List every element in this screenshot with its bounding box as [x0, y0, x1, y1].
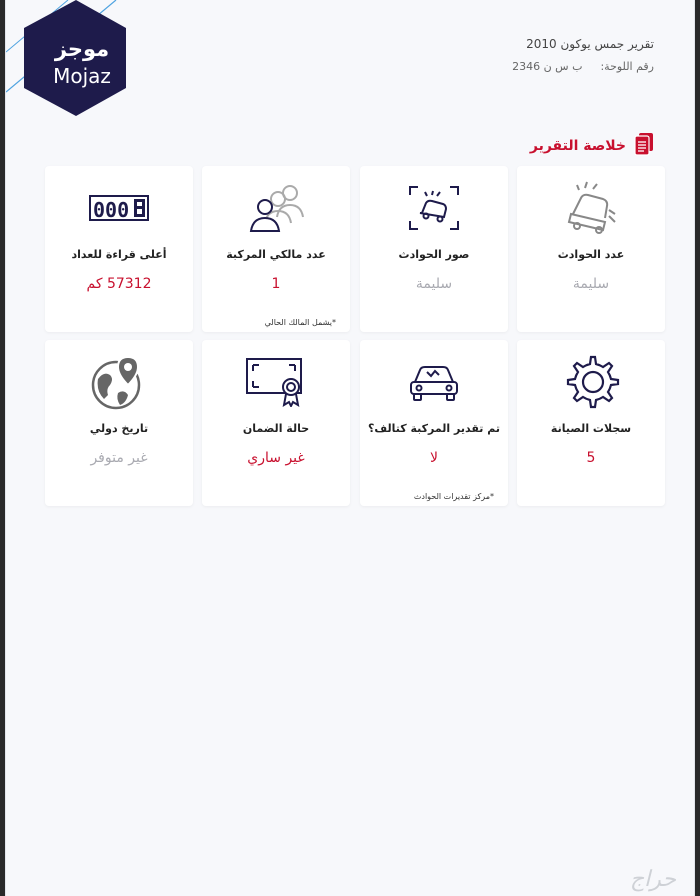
report-page — [5, 0, 695, 896]
logo-english-text: Mojaz — [53, 64, 111, 88]
odometer-icon — [45, 180, 193, 236]
card-title: صور الحوادث — [398, 248, 470, 261]
warranty-certificate-icon — [202, 354, 350, 410]
card-maintenance — [517, 340, 665, 506]
owners-icon — [202, 180, 350, 236]
plate-row — [512, 60, 654, 73]
watermark: حراج — [629, 867, 676, 892]
car-crash-icon — [517, 180, 665, 236]
logo-arabic-text: موجز — [54, 37, 110, 61]
document-icon — [634, 132, 654, 160]
card-total-loss — [360, 340, 508, 506]
gear-icon — [517, 354, 665, 410]
accident-photo-icon — [360, 180, 508, 236]
card-owner-count — [202, 166, 350, 332]
card-title: أعلى قراءة للعداد — [71, 248, 167, 261]
card-value: سليمة — [415, 276, 453, 292]
plate-label: رقم اللوحة: — [600, 60, 654, 73]
right-edge — [695, 0, 700, 896]
card-international-history — [45, 340, 193, 506]
card-value: سليمة — [572, 276, 610, 292]
card-odometer — [45, 166, 193, 332]
globe-location-icon — [45, 354, 193, 410]
mojaz-logo — [6, 0, 136, 120]
card-note: *يشمل المالك الحالي — [264, 318, 336, 327]
card-accident-photos — [360, 166, 508, 332]
section-header — [530, 132, 654, 160]
card-title: عدد الحوادث — [557, 248, 625, 261]
card-title: تم تقدير المركبة كتالف؟ — [368, 422, 500, 435]
section-title: خلاصة التقرير — [529, 138, 626, 154]
odometer-digits: 000 — [93, 198, 130, 222]
card-accident-count — [517, 166, 665, 332]
report-title: تقرير جمس يوكون 2010 — [526, 37, 654, 51]
card-value: لا — [430, 450, 438, 466]
damaged-car-icon — [360, 354, 508, 410]
card-value: 1 — [271, 276, 281, 292]
card-value: 57312 كم — [86, 276, 152, 292]
card-title: تاريخ دولي — [89, 422, 149, 435]
card-title: سجلات الصيانة — [550, 422, 632, 435]
card-value: غير متوفر — [90, 450, 148, 466]
card-warranty — [202, 340, 350, 506]
card-value: 5 — [586, 450, 596, 466]
card-title: حالة الضمان — [242, 422, 310, 435]
card-note: *مركز تقديرات الحوادث — [413, 492, 494, 501]
card-title: عدد مالكي المركبة — [226, 248, 326, 261]
plate-value: ب س ن 2346 — [512, 60, 583, 73]
card-value: غير ساري — [247, 450, 305, 466]
